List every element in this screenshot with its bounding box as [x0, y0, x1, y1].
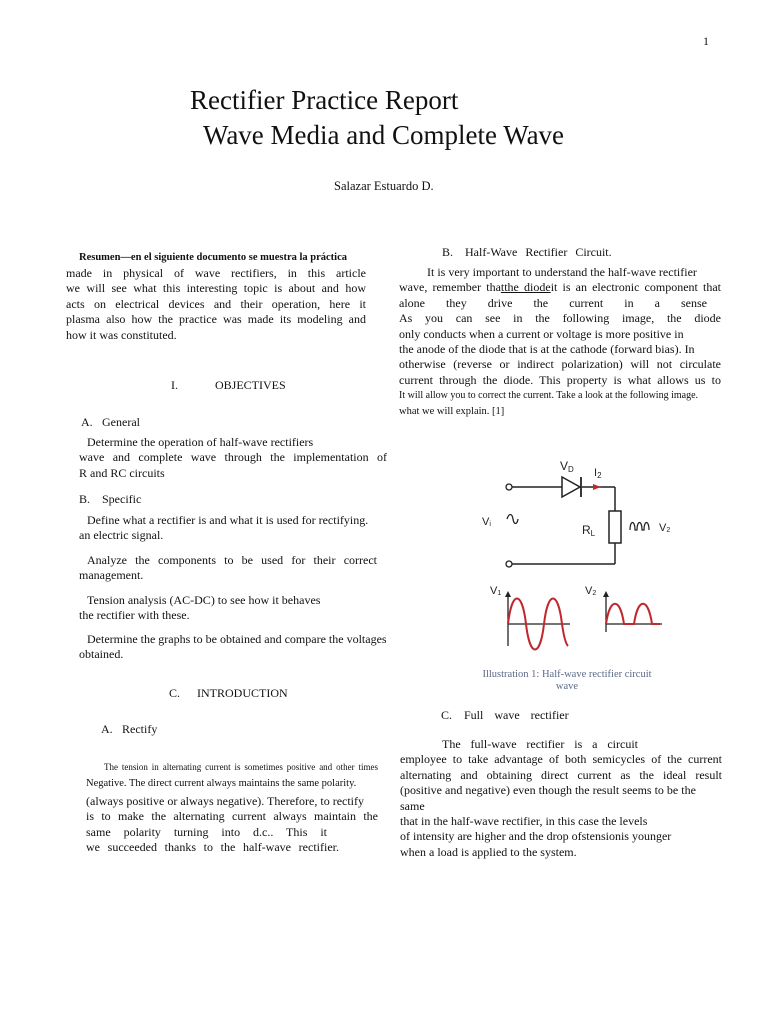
fullwave-line: employee to take advantage of both semicycles of the current — [400, 752, 722, 767]
fullwave-line: when a load is applied to the system. — [400, 844, 577, 859]
fullwave-line: of intensity are higher and the drop ofstensionis younger — [400, 829, 672, 844]
general-objective — [79, 435, 387, 481]
rectify-line-small — [104, 760, 378, 775]
fullwave-line: (positive and negative) even though the result seems to be the same — [400, 783, 696, 813]
halfwave-line-2 — [399, 280, 721, 295]
v1-graph-main: V — [490, 585, 498, 597]
halfwave-line-2-underlined: tthe diode — [500, 280, 551, 295]
specific-line: the rectifier with these. — [79, 608, 190, 623]
figure-caption-line-1: Illustration 1: Half-wave rectifier circuit — [482, 669, 652, 680]
v1-graph-sub: 1 — [497, 590, 502, 597]
vi-label-sub: i — [489, 521, 491, 528]
vd-label — [560, 459, 574, 474]
halfwave-line: current through the diode. This property is what allows us to — [399, 372, 721, 387]
terminal-top — [506, 484, 512, 490]
specific-objective-1 — [79, 513, 379, 544]
section-1-number: I. — [171, 378, 178, 392]
abstract-line: acts on electrical devices and their operation, here it — [66, 296, 366, 311]
rectify-line: (always positive or always negative). Therefore, to rectify — [86, 794, 365, 808]
general-line: R and RC circuits — [79, 465, 165, 480]
i2-label — [594, 467, 602, 480]
specific-line: Tension analysis (AC-DC) to see how it behaves — [87, 593, 321, 607]
halfwave-line-2b: it is an electronic component that — [550, 280, 721, 295]
halfwave-label: B. — [442, 245, 454, 259]
output-pulses-icon — [630, 523, 649, 531]
resistor-icon — [609, 511, 621, 543]
current-arrow-icon — [593, 484, 601, 490]
rectify-small-text: The tension in alternating current is sometimes positive and other times — [104, 762, 378, 772]
rl-label — [582, 523, 596, 538]
abstract-line: we will see what this interesting topic is about and how — [66, 281, 366, 296]
vd-label-main: V — [560, 459, 569, 473]
rectify-mid-text: Negative. The direct current always maintains the same polarity. — [86, 778, 357, 789]
v2-label-circuit — [659, 522, 670, 534]
halfwave-line: only conducts when a current or voltage is more positive in — [399, 326, 684, 341]
rl-label-main: R — [582, 523, 591, 537]
v1-graph-label — [490, 585, 501, 597]
abstract-line: plasma also how the practice was made its modeling and — [66, 312, 366, 327]
rectify-body — [86, 794, 378, 856]
v2-graph-main: V — [585, 585, 593, 597]
specific-objective-2 — [79, 553, 377, 584]
fullwave-body — [400, 737, 722, 860]
vi-label — [482, 516, 491, 528]
general-line: wave and complete wave through the implementation of — [79, 450, 387, 465]
abstract-lead — [79, 250, 367, 265]
vi-label-main: V — [482, 516, 490, 528]
page-number: 1 — [703, 34, 709, 48]
circuit-wires — [512, 487, 615, 564]
rectify-line: same polarity turning into d.c.. This it — [86, 824, 327, 839]
i2-label-main: I — [594, 467, 598, 479]
fullwave-title: Full wave rectifier — [464, 708, 569, 722]
specific-line: Determine the graphs to be obtained and compare the voltages — [87, 632, 387, 646]
subsection-a-label: A. — [81, 415, 93, 429]
author: Salazar Estuardo D. — [334, 179, 434, 193]
abstract-line: made in physical of wave rectifiers, in this article — [66, 266, 366, 280]
halfwave-line: the anode of the diode that is at the cathode (forward bias). In — [399, 342, 695, 357]
section-2-number: C. — [169, 686, 181, 700]
v2-circuit-sub: 2 — [666, 527, 671, 534]
subsection-b-label: B. — [79, 492, 91, 506]
halfwave-line: It will allow you to correct the current. Take a look at the following image. — [399, 390, 699, 402]
subsection-a-title: General — [102, 415, 140, 429]
fullwave-line: alternating and obtaining direct current as the ideal result — [400, 767, 722, 782]
half-wave-rectifier-circuit-figure — [470, 452, 695, 652]
diode-icon — [562, 477, 580, 497]
halfwave-line-2a: wave, remember tha — [399, 280, 501, 295]
abstract-body — [66, 266, 366, 343]
halfwave-body — [399, 265, 721, 419]
rectify-label: A. — [101, 722, 113, 736]
halfwave-title: Half-Wave Rectifier Circuit. — [465, 245, 612, 259]
specific-line: Analyze the components to be used for their correct — [87, 553, 377, 567]
graph1-axis-arrow — [505, 591, 511, 597]
halfwave-line: what we will explain. [1] — [399, 405, 505, 417]
general-line: Determine the operation of half-wave rectifiers — [87, 435, 314, 449]
graph2-axis-arrow — [603, 591, 609, 597]
vd-label-sub: D — [568, 465, 574, 474]
rectify-line: is to make the alternating current always maintain the — [86, 809, 378, 824]
terminal-bottom — [506, 561, 512, 567]
title-line-2: Wave Media and Complete Wave — [203, 120, 565, 150]
fullwave-line: The full-wave rectifier is a circuit — [442, 737, 638, 751]
specific-line: Define what a rectifier is and what it is used for rectifying. — [87, 513, 369, 527]
specific-objective-4 — [79, 632, 399, 663]
graph2-half-wave — [606, 604, 660, 624]
abstract-line: how it was constituted. — [66, 327, 177, 342]
section-2-title: INTRODUCTION — [197, 686, 288, 700]
abstract-lead-text: Resumen—en el siguiente documento se muestra la práctica — [79, 252, 348, 263]
subsection-b-title: Specific — [102, 492, 142, 506]
fullwave-label: C. — [441, 708, 453, 722]
halfwave-line: It is very important to understand the half-wave rectifier — [427, 265, 697, 279]
input-sine-icon — [507, 515, 518, 524]
specific-line: an electric signal. — [79, 528, 164, 543]
halfwave-line: alone they drive the current in a sense — [399, 295, 707, 310]
figure-caption-line-2: wave — [555, 681, 579, 692]
halfwave-line: otherwise (reverse or indirect polarization) will not circulate — [399, 357, 721, 372]
v2-circuit-main: V — [659, 522, 667, 534]
section-1-title: OBJECTIVES — [215, 378, 286, 392]
specific-objective-3 — [79, 593, 379, 624]
i2-label-sub: 2 — [597, 471, 602, 480]
rectify-line: we succeeded thanks to the half-wave rectifier. — [86, 840, 339, 855]
halfwave-line: As you can see in the following image, the diode — [399, 311, 721, 326]
specific-line: management. — [79, 568, 144, 583]
rectify-title: Rectify — [122, 722, 158, 736]
v2-graph-label — [585, 585, 596, 597]
v2-graph-sub: 2 — [592, 590, 597, 597]
specific-line: obtained. — [79, 647, 124, 662]
title-line-1: Rectifier Practice Report — [190, 85, 459, 115]
figure-caption — [462, 669, 672, 693]
fullwave-line: that in the half-wave rectifier, in this case the levels — [400, 814, 648, 829]
rl-label-sub: L — [590, 529, 596, 538]
rectify-line-mid — [86, 776, 376, 792]
